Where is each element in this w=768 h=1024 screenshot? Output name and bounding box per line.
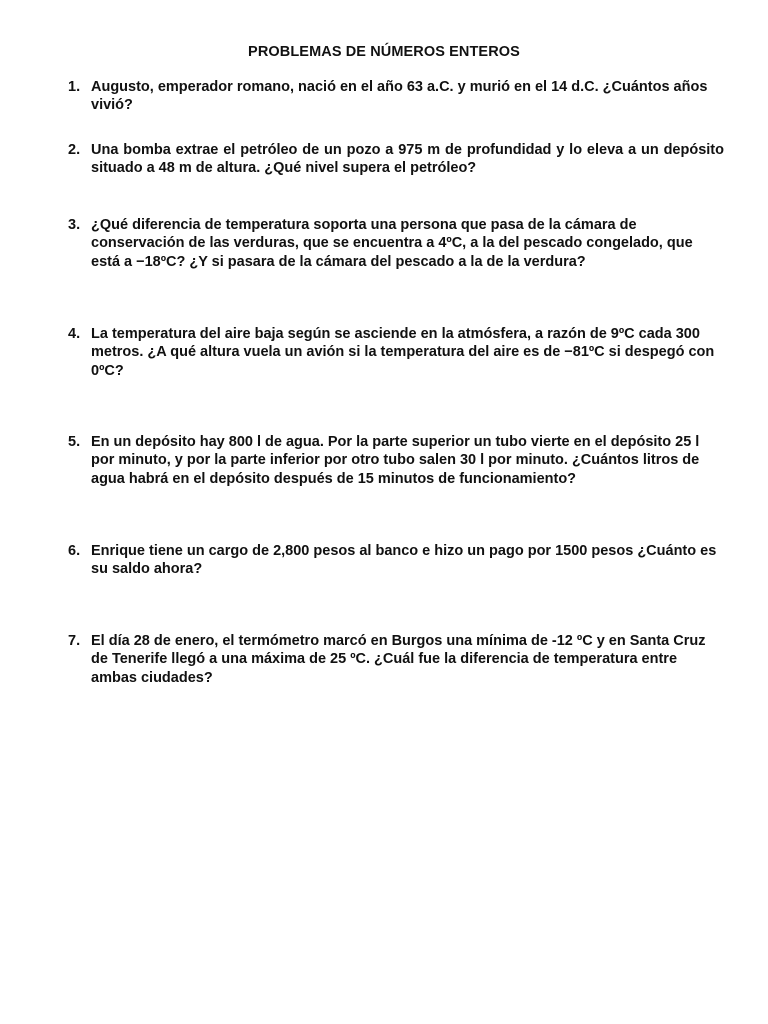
problem-item	[68, 433, 724, 488]
document-title: PROBLEMAS DE NÚMEROS ENTEROS	[248, 44, 520, 60]
problem-item	[68, 78, 724, 115]
problem-number: 2.	[68, 142, 81, 158]
problem-text: Enrique tiene un cargo de 2,800 pesos al banco e hizo un pago por 1500 pesos ¿Cuánto es su saldo ahora?	[91, 543, 717, 578]
problem-text: Una bomba extrae el petróleo de un pozo a 975 m de profundidad y lo eleva a un depósito situado a 48 m de altura. ¿Qué nivel supera el petróleo?	[91, 142, 724, 177]
problem-number: 7.	[68, 633, 81, 649]
problem-item	[68, 542, 724, 579]
problem-text: Augusto, emperador romano, nació en el año 63 a.C. y murió en el 14 d.C. ¿Cuántos años vivió?	[91, 79, 708, 114]
problem-number: 4.	[68, 326, 81, 342]
problem-text: El día 28 de enero, el termómetro marcó en Burgos una mínima de -12 ºC y en Santa Cruz de Tenerife llegó a una máxima de 25 ºC. ¿Cuál fue la diferencia de temperatura entre ambas ciudades?	[91, 633, 706, 686]
problem-number: 1.	[68, 79, 81, 95]
problem-item	[68, 216, 724, 271]
problem-number: 6.	[68, 543, 81, 559]
problem-item	[68, 632, 724, 687]
problem-item	[68, 141, 724, 178]
problem-number: 5.	[68, 434, 81, 450]
problem-item	[68, 325, 724, 380]
problem-text: La temperatura del aire baja según se asciende en la atmósfera, a razón de 9ºC cada 300 metros. ¿A qué altura vuela un avión si la temperatura del aire es de −81ºC si despegó con 0ºC?	[91, 326, 715, 379]
problem-text: ¿Qué diferencia de temperatura soporta una persona que pasa de la cámara de conservación de las verduras, que se encuentra a 4ºC, a la del pescado congelado, que está a −18ºC? ¿Y si pasara de la cámara del pescado a la de la verdura?	[91, 217, 693, 270]
problem-number: 3.	[68, 217, 81, 233]
problem-text: En un depósito hay 800 l de agua. Por la parte superior un tubo vierte en el depósito 25 l por minuto, y por la parte inferior por otro tubo salen 30 l por minuto. ¿Cuántos litros de agua habrá en el depósito después de 15 minutos de funcionamiento?	[91, 434, 700, 487]
